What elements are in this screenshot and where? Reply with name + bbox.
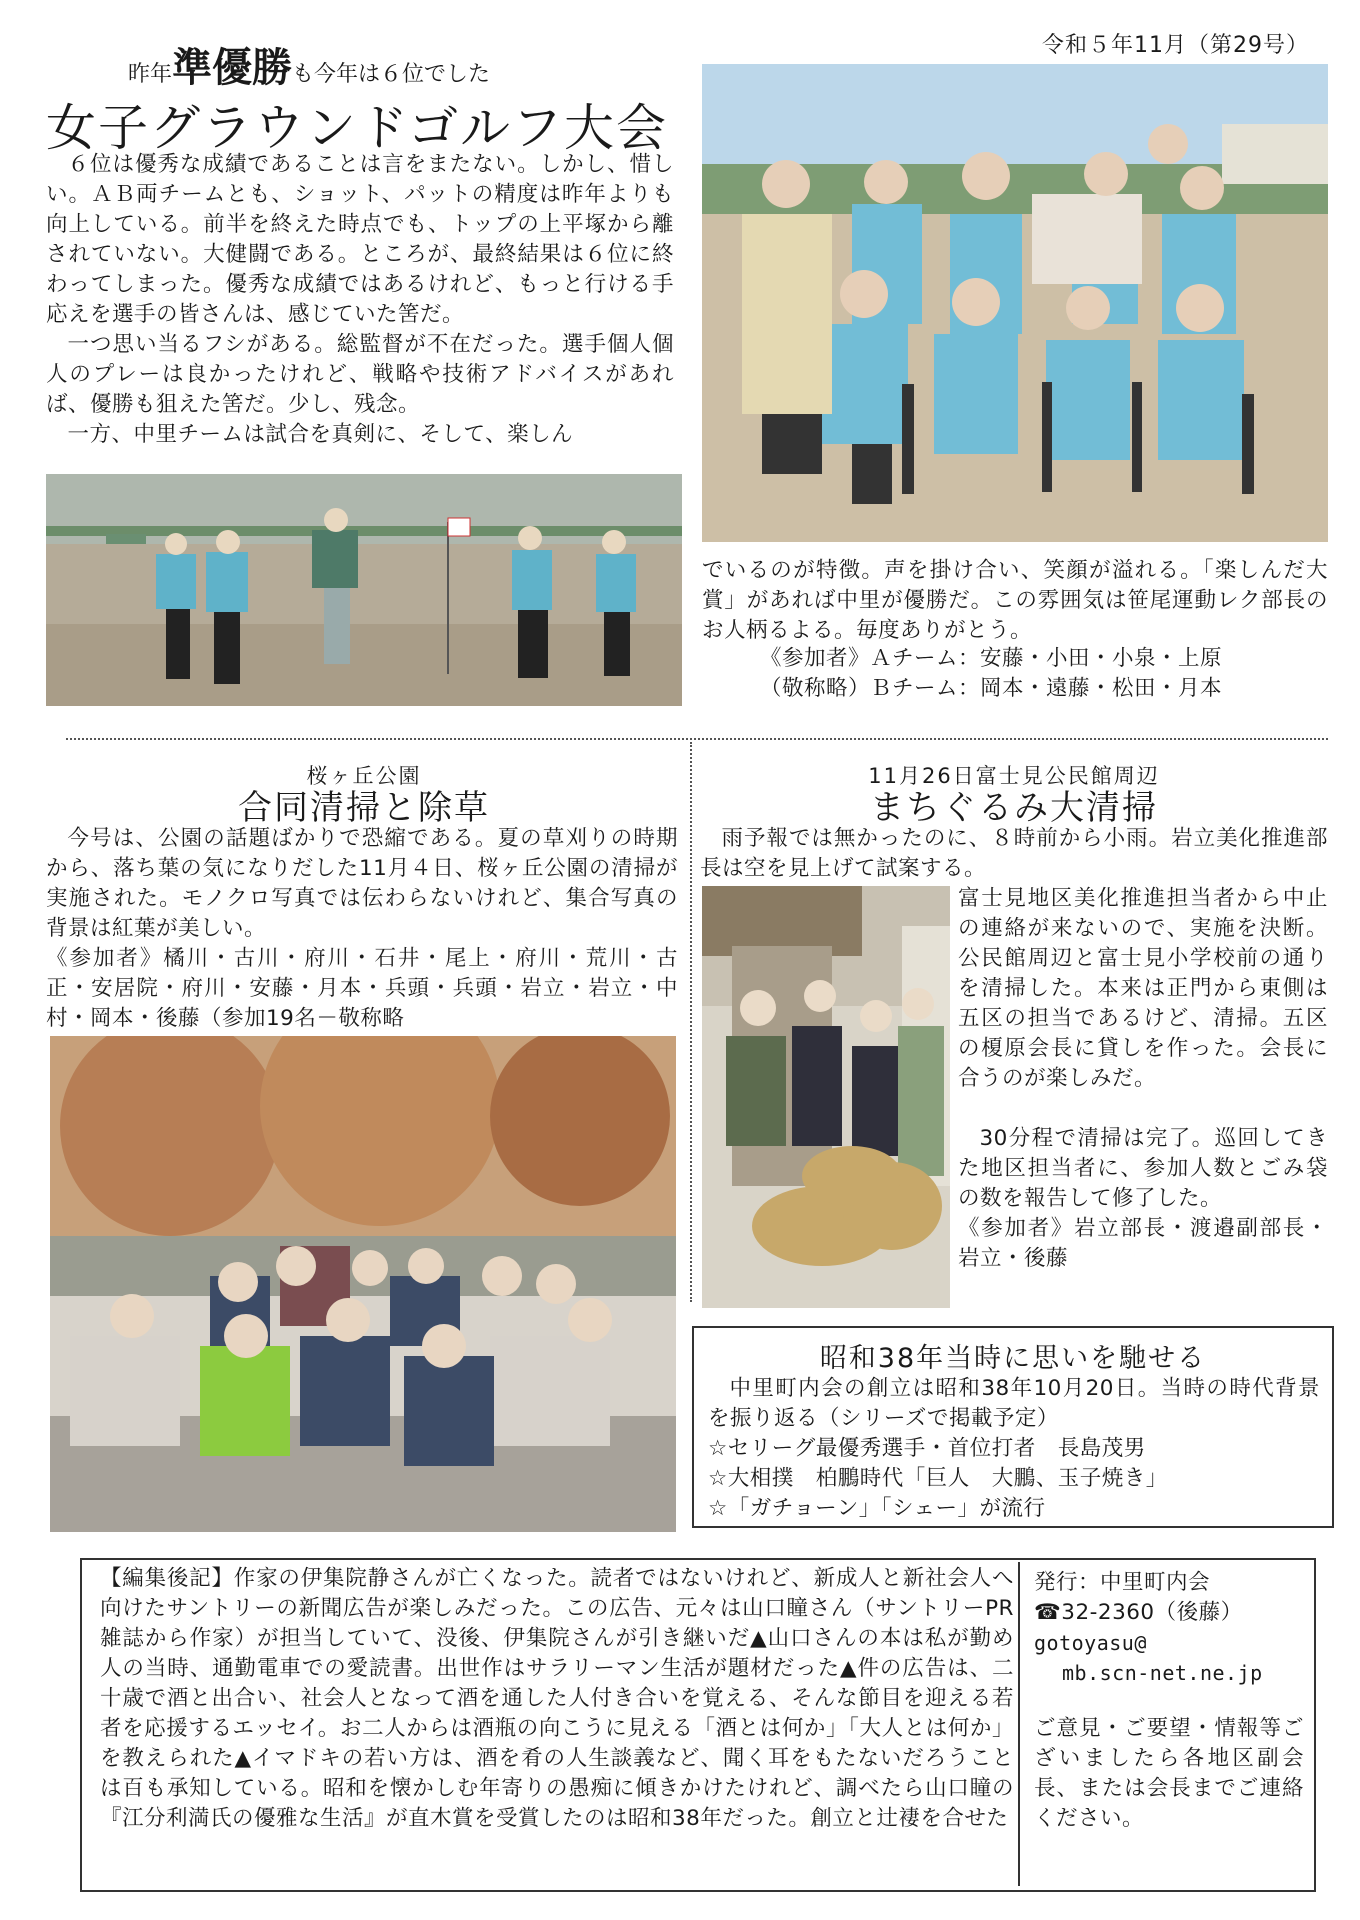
park-body (46, 824, 678, 1036)
golf-participants-b (760, 674, 1222, 704)
participants-b-label: （敬称略）Ｂチーム： (760, 676, 981, 701)
showa-item-2: ☆大相撲 柏鵬時代「巨人 大鵬、玉子焼き」 (708, 1466, 1168, 1491)
machi-paragraph-top: 雨予報では無かったのに、８時前から小雨。岩立美化推進部長は空を見上げて試案する。 (700, 826, 1328, 881)
machi-paragraph-side2: 30分程で清掃は完了。巡回してきた地区担当者に、参加人数とごみ袋の数を報告して修了した。 (958, 1126, 1328, 1211)
golf-subtitle-big: 準優勝 (172, 45, 293, 91)
editor-body (100, 1564, 1014, 1880)
editor-content: 作家の伊集院静さんが亡くなった。読者ではないけれど、新成人と新社会人へ向けたサントリーの新聞広告が楽しみだった。この広告、元々は山口瞳さん（サントリーPR雑誌から作家）が担当していて、没後、伊集院さんが引き継いだ▲山口さんの本は私が勤め人の当時、通勤電車での愛読書。出世作はサラリーマン生活が題材だった▲件の広告は、二十歳で酒と出合い、社会人となって酒を通した人付き合いを覚える、そんな節目を迎える若者を応援するエッセイ。お二人からは酒瓶の向こうに見える「酒とは何か」「大人とは何か」を教えられた▲イマドキの若い方は、酒を肴の人生談義など、聞く耳をもたないだろうことは百も承知している。昭和を懐かしむ年寄りの愚痴に傾きかけたけれど、調べたら山口瞳の『江分利満氏の優雅な生活』が直木賞を受賞したのは昭和38年だった。創立と辻褄を合せた (100, 1566, 1014, 1831)
showa-intro: 中里町内会の創立は昭和38年10月20日。当時の時代背景を振り返る（シリーズで掲載予定） (708, 1376, 1320, 1431)
section-divider (66, 738, 1328, 740)
publisher-email-2: mb.scn-net.ne.jp (1062, 1661, 1263, 1685)
editor-divider (1018, 1562, 1020, 1886)
machi-body-top (700, 824, 1328, 884)
participants-a-label: 《参加者》Ａチーム： (760, 646, 981, 671)
golf-subtitle-pre: 昨年 (128, 62, 173, 87)
park-group-photo (50, 1036, 676, 1532)
publisher-phone: ☎32-2360（後藤） (1034, 1600, 1243, 1625)
golf-subtitle-post: も今年は６位でした (292, 62, 491, 87)
participants-a-names: 安藤・小田・小泉・上原 (980, 646, 1223, 671)
issue-date: 令和５年11月（第29号） (1042, 33, 1309, 58)
golf-participants-a (760, 644, 1222, 674)
showa-title: 昭和38年当時に思いを馳せる (819, 1343, 1207, 1374)
showa-intro-wrap (708, 1374, 1320, 1434)
publisher-email-1: gotoyasu@ (1034, 1631, 1147, 1655)
machi-title: まちぐるみ大清掃 (870, 788, 1158, 828)
showa-item-1: ☆セリーグ最優秀選手・首位打者 長島茂男 (708, 1436, 1146, 1461)
publisher-note: ご意見・ご要望・情報等ございましたら各地区副会長、または会長までご連絡ください。 (1034, 1716, 1304, 1831)
park-subtitle: 桜ヶ丘公園 (306, 764, 422, 788)
machi-participants: 《参加者》岩立部長・渡邉副部長・岩立・後藤 (958, 1216, 1328, 1271)
park-title: 合同清掃と除草 (238, 788, 490, 828)
golf-title: 女子グラウンドゴルフ大会 (46, 99, 668, 157)
golf-paragraph-1: ６位は優秀な成績であることは言をまたない。しかし、惜しい。ＡＢ両チームとも、ショット、パットの精度は昨年よりも向上している。前半を終えた時点でも、トップの上平塚から離されていない。大健闘である。ところが、最終結果は６位に終わってしまった。優秀な成績ではあるけれど、もっと行ける手応えを選手の皆さんは、感じていた筈だ。 (46, 152, 674, 327)
golf-group-photo (702, 64, 1328, 542)
machi-subtitle: 11月26日富士見公民館周辺 (868, 764, 1160, 788)
golf-continuation-text: でいるのが特徴。声を掛け合い、笑顔が溢れる。「楽しんだ大賞」があれば中里が優勝だ。この雰囲気は笹尾運動レク部長のお人柄るよる。毎度ありがとう。 (702, 558, 1328, 643)
machi-body-side (958, 884, 1328, 1120)
showa-box (692, 1326, 1334, 1528)
column-divider (690, 742, 692, 1302)
editor-label: 【編集後記】 (100, 1566, 234, 1591)
machi-paragraph-side: 富士見地区美化推進担当者から中止の連絡が来ないので、実施を決断。公民館周辺と富士見小学校前の通りを清掃した。本来は正門から東側は五区の担当であるけど、清掃。五区の榎原会長に貸しを作った。会長に合うのが楽しみだ。 (958, 886, 1328, 1091)
publisher-note-wrap (1034, 1714, 1304, 1880)
showa-item-3: ☆「ガチョーン」「シェー」が流行 (708, 1496, 1046, 1521)
publisher-name: 発行：中里町内会 (1034, 1570, 1211, 1595)
golf-body (46, 150, 674, 466)
golf-paragraph-2: 一つ思い当るフシがある。総監督が不在だった。選手個人個人のプレーは良かったけれど、戦略や技術アドバイスがあれば、優勝も狙えた筈だ。少し、残念。 (46, 332, 674, 417)
participants-b-names: 岡本・遠藤・松田・月本 (980, 676, 1223, 701)
machi-group-photo (702, 886, 950, 1308)
park-paragraph: 今号は、公園の話題ばかりで恐縮である。夏の草刈りの時期から、落ち葉の気になりだした11月４日、桜ヶ丘公園の清掃が実施された。モノクロ写真では伝わらないけれど、集合写真の背景は紅葉が美しい。 (46, 826, 678, 941)
machi-body-side2 (958, 1124, 1328, 1274)
editor-text (100, 1564, 1014, 1834)
golf-subtitle (128, 36, 490, 93)
park-participants: 《参加者》橘川・古川・府川・石井・尾上・府川・荒川・古正・安居院・府川・安藤・月本・兵頭・兵頭・岩立・岩立・中村・岡本・後藤（参加19名－敬称略 (46, 946, 678, 1031)
golf-paragraph-3: 一方、中里チームは試合を真剣に、そして、楽しん (67, 422, 574, 447)
golf-play-photo (46, 474, 682, 706)
